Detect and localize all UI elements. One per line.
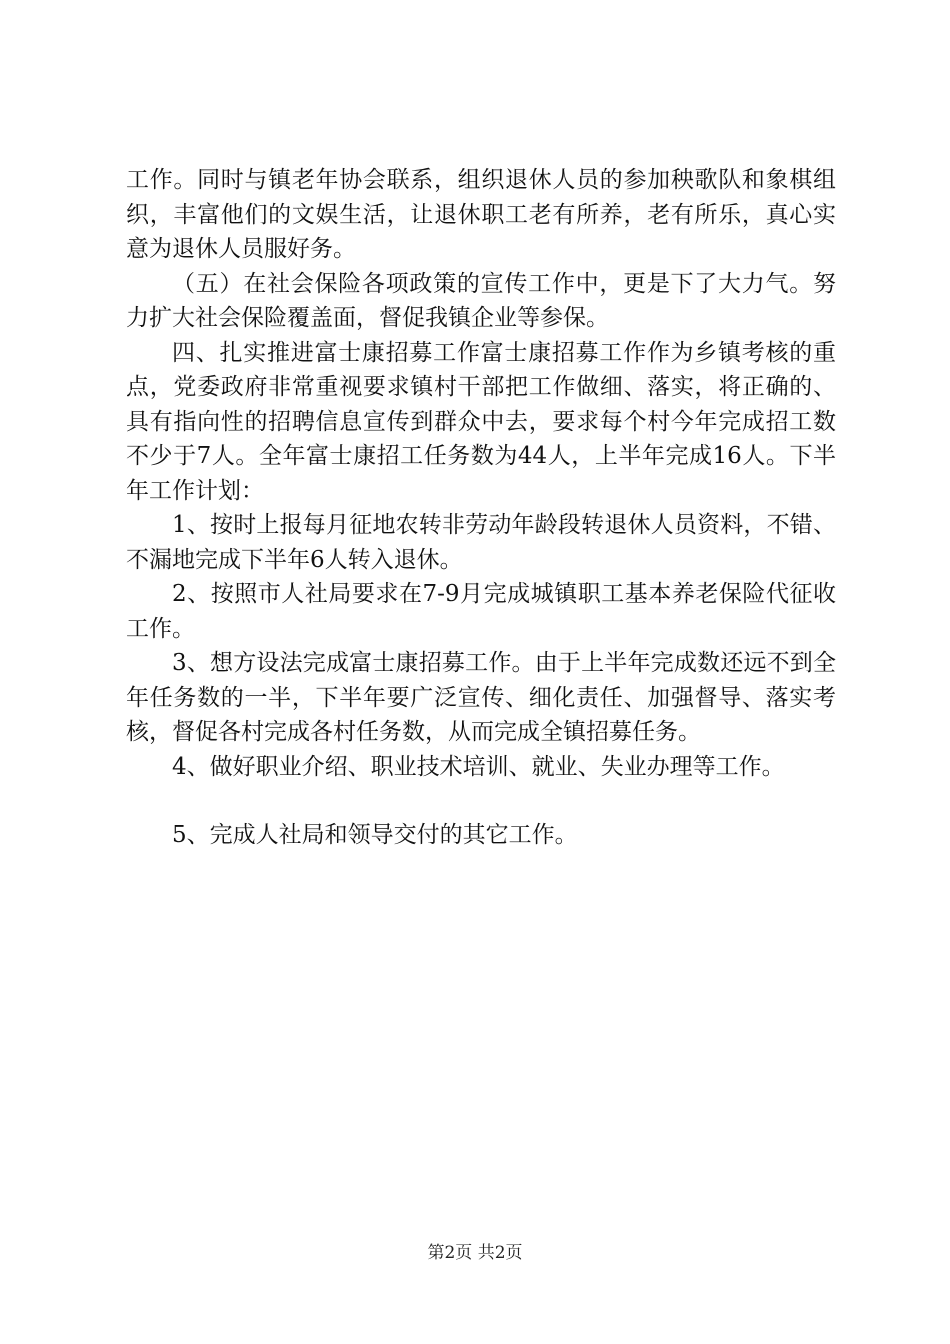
paragraph-retiree-activities: 工作。同时与镇老年协会联系，组织退休人员的参加秧歌队和象棋组织，丰富他们的文娱生活，让退休职工老有所养，老有所乐，真心实意为退休人员服好务。 bbox=[126, 167, 836, 262]
plan-item-3: 3、想方设法完成富士康招募工作。由于上半年完成数还远不到全年任务数的一半，下半年要广泛宣传、细化责任、加强督导、落实考核，督促各村完成各村任务数，从而完成全镇招募任务。 bbox=[126, 650, 836, 745]
paragraph-insurance-publicity: （五）在社会保险各项政策的宣传工作中，更是下了大力气。努力扩大社会保险覆盖面，督促我镇企业等参保。 bbox=[126, 270, 836, 331]
plan-item-1: 1、按时上报每月征地农转非劳动年龄段转退休人员资料，不错、不漏地完成下半年6人转入退休。 bbox=[126, 512, 836, 573]
document-body bbox=[126, 163, 836, 853]
plan-item-5: 5、完成人社局和领导交付的其它工作。 bbox=[172, 822, 578, 848]
paragraph-foxconn-recruitment: 四、扎实推进富士康招募工作富士康招募工作作为乡镇考核的重点，党委政府非常重视要求镇村干部把工作做细、落实，将正确的、具有指向性的招聘信息宣传到群众中去，要求每个村今年完成招工数不少于7人。全年富士康招工任务数为44人，上半年完成16人。下半年工作计划： bbox=[126, 339, 836, 504]
plan-item-2: 2、按照市人社局要求在7-9月完成城镇职工基本养老保险代征收工作。 bbox=[126, 581, 836, 642]
plan-item-4: 4、做好职业介绍、职业技术培训、就业、失业办理等工作。 bbox=[172, 753, 785, 780]
page-footer: 第2页 共2页 bbox=[427, 1243, 523, 1263]
